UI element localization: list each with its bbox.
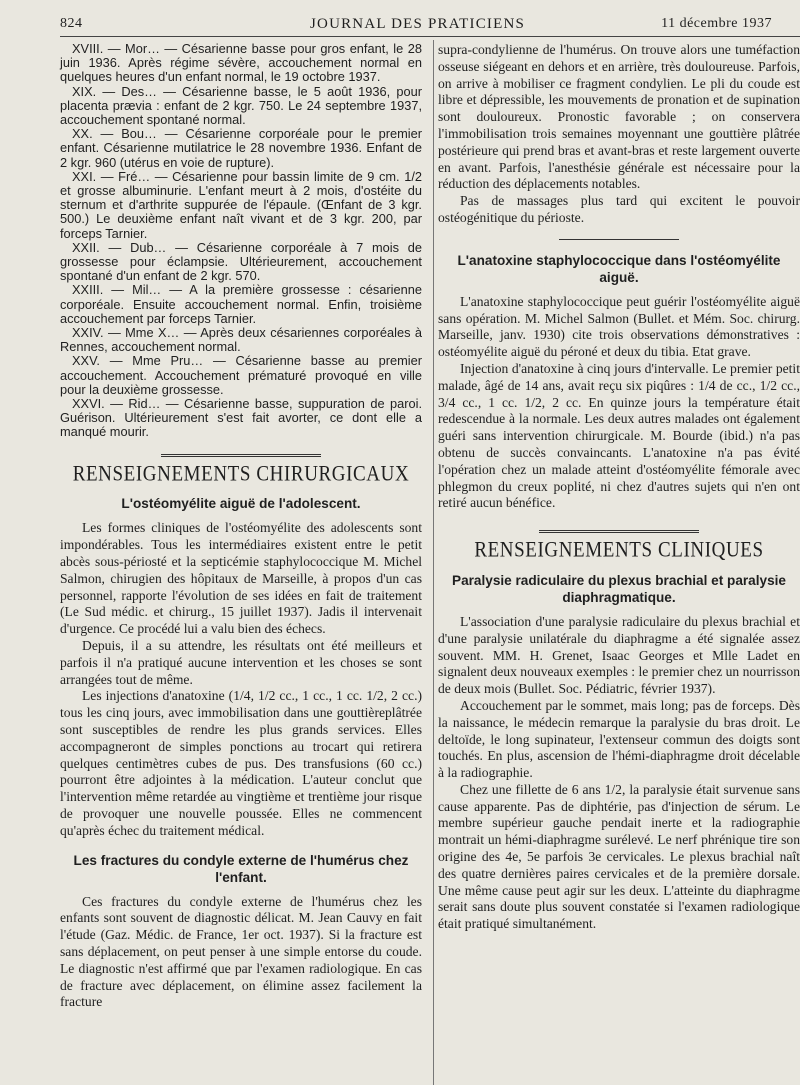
observation-item: XXIII. — Mil… — A la première grossesse : césarienne corporéale. Ensuite accouchement normal. Enfin, troisième accouchement par forceps Tarnier. [60, 282, 422, 326]
observation-item: XX. — Bou… — Césarienne corporéale pour le premier enfant. Césarienne mutilatrice le 28 novembre 1936. Enfant de 2 kgr. 960 (utérus en voie de rupture). [60, 126, 422, 170]
article-paragraph: Pas de massages plus tard qui excitent le pouvoir ostéogénitique du périoste. [438, 193, 800, 225]
section-title-cliniques: RENSEIGNEMENTS CLINIQUES [474, 538, 764, 563]
observation-item: XIX. — Des… — Césarienne basse, le 5 août 1936, pour placenta prævia : enfant de 2 kgr. 750. Le 24 septembre 1937, accouchement spontané normal. [60, 83, 422, 128]
article-paragraph: Accouchement par le sommet, mais long; pas de forceps. Dès la naissance, le médecin remarque la paralysie du bras droit. Le deltoïde, le long supinateur, l'extenseur commun des doigts sont touchés. En plus, ascension de l'hémi-diaphragme droit décelable à la radiographie. [438, 697, 800, 781]
article-title-anatoxine: L'anatoxine staphylococcique dans l'ostéomyélite aiguë. [457, 252, 781, 285]
running-header [60, 14, 800, 36]
section-rule [539, 530, 699, 533]
article-paragraph: Les formes cliniques de l'ostéomyélite des adolescents sont impondérables. Tous les intermédiaires existent entre le petit abcès sous-périosté et la septicémie staphylococcique M. Michel Salmon, chirugien des hôpitaux de Marseille, à propos d'un cas personnel, rapporte l'évolution de ses idées en fait de traitement (Le Sud médic. et chirurg., 15 juillet 1937). Jadis il intervenait d'urgence. Ce procédé lui a valu bien des échecs. [60, 520, 422, 637]
right-column [438, 42, 800, 933]
header-rule [60, 36, 800, 37]
left-column [60, 42, 422, 1011]
observation-item: XXVI. — Rid… — Césarienne basse, suppuration de paroi. Guérison. Ultérieurement s'est fait avorter, ce dont elle a manqué mourir. [60, 396, 422, 440]
journal-title: JOURNAL DES PRATICIENS [310, 16, 526, 32]
article-title-osteomyelite: L'ostéomyélite aiguë de l'adolescent. [121, 496, 361, 512]
article-paragraph: Ces fractures du condyle externe de l'humérus chez les enfants sont souvent de diagnostic délicat. M. Jean Cauvy en fait l'étude (Gaz. Médic. de France, 1er oct. 1937). Si la fracture est sans déplacement, on peut penser à une simple entorse du coude. Le diagnostic n'est affirmé que par l'examen radiologique. En cas de fracture avec déplacement, on élimine assez facilement la fracture [60, 893, 422, 1010]
section-title-chirurgicaux: RENSEIGNEMENTS CHIRURGICAUX [72, 461, 410, 487]
article-paragraph: L'anatoxine staphylococcique peut guérir l'ostéomyélite aiguë sans opération. M. Michel Salmon (Bullet. et Mém. Soc. chirurg. Marseille, janv. 1930) cite trois observations démonstratives : ostéomyélite aiguë du péroné et deux du tibia. Etat grave. [438, 293, 800, 360]
article-title-paralysie: Paralysie radiculaire du plexus brachial et paralysie diaphragmatique. [452, 572, 786, 605]
article-paragraph: supra-condylienne de l'humérus. On trouve alors une tuméfaction osseuse siégeant en dehors et en arrière, très douloureuse. Parfois, on arrive à mobiliser ce fragment condylien. Le pli du coude est libre et dépressible, les mouvements de pronation et de supination sont douloureux. Pronostic favorable ; on conservera l'immobilisation trois semaines moyennant une gouttière plâtrée postérieure qui prend bras et avant-bras et reste largement ouverte en avant. Parfois, l'anesthésie générale est nécessaire pour la réduction des déplacements notables. [438, 42, 800, 192]
observations-list [60, 42, 422, 440]
article-title-fractures: Les fractures du condyle externe de l'humérus chez l'enfant. [73, 852, 409, 885]
issue-date: 11 décembre 1937 [661, 16, 772, 31]
observation-item: XXV. — Mme Pru… — Césarienne basse au premier accouchement. Accouchement prématuré provoqué en ville pour la deuxième grossesse. [60, 353, 422, 397]
page-number: 824 [60, 16, 83, 31]
article-paragraph: Injection d'anatoxine à cinq jours d'intervalle. Le premier petit malade, âgé de 14 ans, avait reçu six piqûres : 1/4 de cc., 1/2 cc., 3/4 cc., 1 cc. 1/2, 2 cc. En quinze jours la température était redescendue à la normale. Les deux autres malades ont également guéri sans intervention chirurgicale. M. Bourde (ibid.) n'a pas obtenu de succès convaincants. L'anatoxine n'a pas évité l'opération chez un malade atteint d'ostéomyélite fémorale avec phlegmon du creux poplité, ni chez d'autres sujets qui n'en ont retiré aucun bénéfice. [438, 360, 800, 511]
observation-item: XXII. — Dub… — Césarienne corporéale à 7 mois de grossesse pour éclampsie. Ultérieurement, accouchement spontané d'un enfant de 2 kgr. 570. [60, 239, 422, 284]
article-paragraph: Depuis, il a su attendre, les résultats ont été meilleurs et parfois il n'a pratiqué aucune intervention et les choses se sont arrangées tout de même. [60, 638, 422, 687]
observation-item: XXI. — Fré… — Césarienne pour bassin limite de 9 cm. 1/2 et grosse albuminurie. L'enfant meurt à 2 mois, d'ostéite du sternum et d'arthrite suppurée de l'épaule. (Œnfant de 3 kgr. 500.) Le deuxième enfant naît vivant et de 3 kgr. 200, par forceps Tarnier. [60, 168, 422, 241]
article-paragraph: L'association d'une paralysie radiculaire du plexus brachial et d'une paralysie unilatérale du diaphragme a été signalée assez souvent. MM. H. Grenet, Isaac Georges et Mlle Ladet en signalent deux nouveaux exemples : le premier chez un nourrisson de deux mois (Bullet. Soc. Pédiatric, février 1937). [438, 613, 800, 697]
article-rule [559, 239, 679, 240]
article-paragraph: Les injections d'anatoxine (1/4, 1/2 cc., 1 cc., 1 cc. 1/2, 2 cc.) tous les cinq jours, avec immobilisation dans une gouttièreplâtrée sont susceptibles de rendre les plus grands services. Elles accompagneront de simples ponctions au trocart qui retirera quelques centimètres cubes de pus. Des transfusions (60 cc.) pourront être adjointes à la médication. L'auteur conclut que l'intervention même retardée au vingtième et trentième jour risque de provoquer une nouvelle poussée. Elles ne commencent qu'après échec du traitement médical. [60, 688, 422, 838]
observation-item: XVIII. — Mor… — Césarienne basse pour gros enfant, le 28 juin 1936. Après régime sévère, accouchement normal en quelques heures d'un enfant normal, le 19 octobre 1937. [60, 41, 422, 85]
column-divider [433, 40, 434, 1085]
article-paragraph: Chez une fillette de 6 ans 1/2, la paralysie était survenue sans cause apparente. Pas de diphtérie, pas d'injection de sérum. Le membre supérieur gauche pendait inerte et la radiographie montrait un hémi-diaphragme surélevé. Le nerf phrénique tire son origine des 4e, 5e parfois 3e cervicales. Le plexus brachial naît des quatre dernières paires cervicales et de la première dorsale. Une même cause peut agir sur les deux. L'atteinte du diaphragme serait sans doute plus souvent constatée si l'examen radiologique était pratiqué simultanément. [438, 781, 800, 932]
section-rule [161, 454, 321, 457]
observation-item: XXIV. — Mme X… — Après deux césariennes corporéales à Rennes, accouchement normal. [60, 325, 422, 355]
